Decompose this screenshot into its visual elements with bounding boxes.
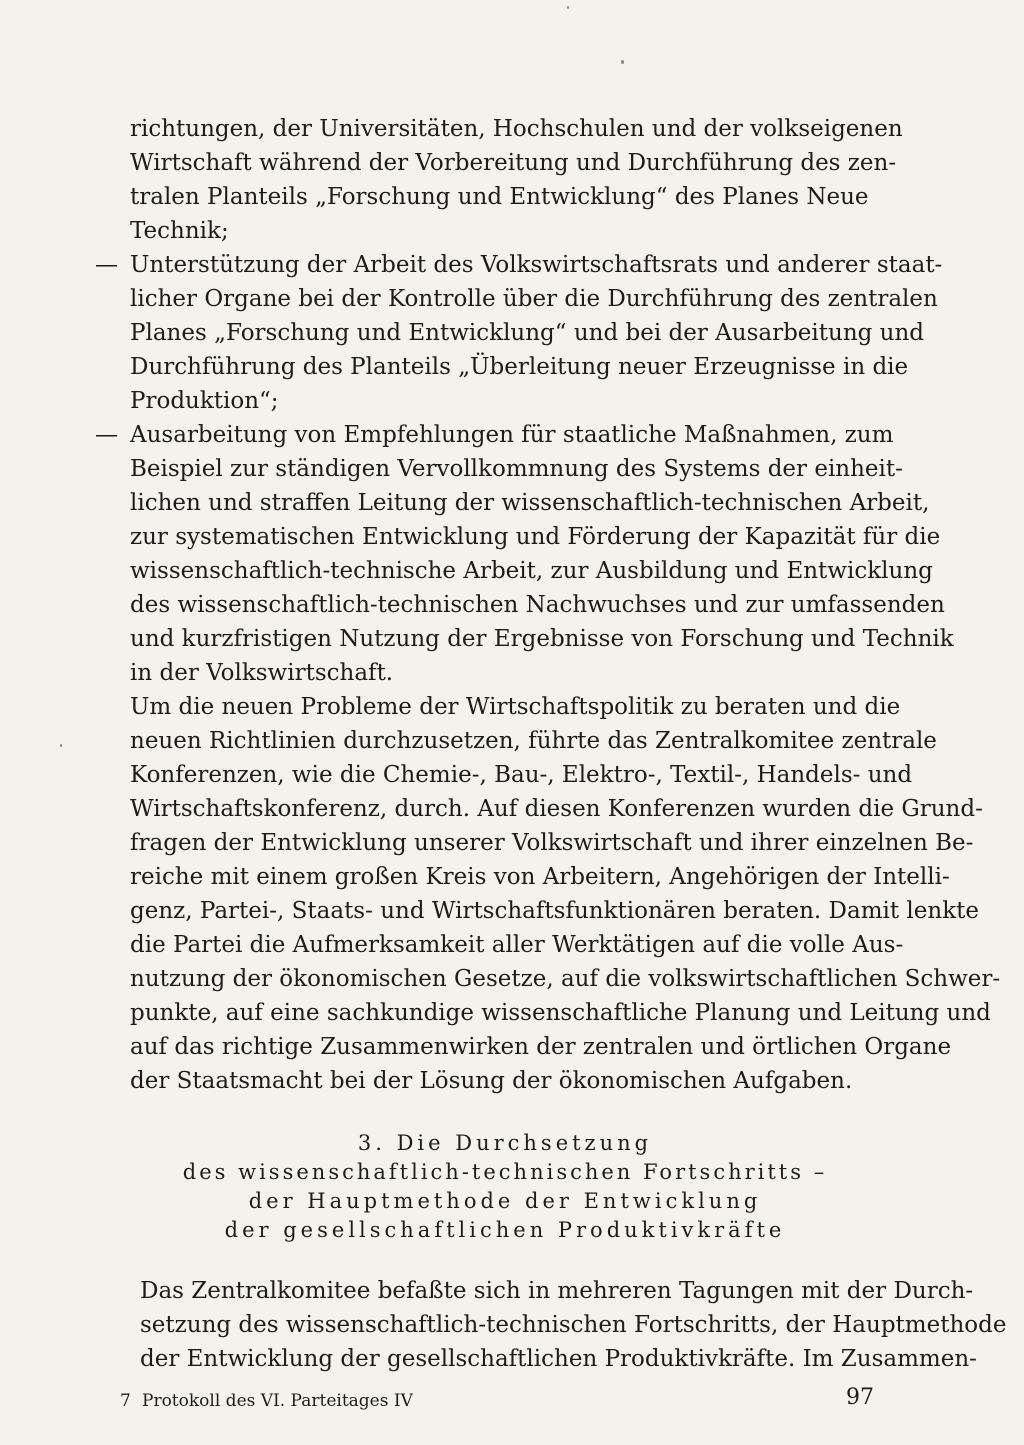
paragraph-2-line-3: der Entwicklung der gesellschaftlichen Produktivkräfte. Im Zusammen- bbox=[140, 1346, 977, 1372]
list-item-3-line-4: zur systematischen Entwicklung und Förderung der Kapazität für die bbox=[130, 524, 941, 550]
paragraph-2-line-1: Das Zentralkomitee befaßte sich in mehreren Tagungen mit der Durch- bbox=[140, 1278, 974, 1304]
scan-speck bbox=[567, 6, 569, 9]
list-item-3-line-1: Ausarbeitung von Empfehlungen für staatliche Maßnahmen, zum bbox=[130, 422, 894, 448]
paragraph-2-line-2: setzung des wissenschaftlich-technischen Fortschritts, der Hauptmethode bbox=[140, 1312, 1007, 1338]
section-heading-line-2: des wissenschaftlich-technischen Fortschritts – bbox=[182, 1160, 828, 1184]
list-item-1-line-4: Technik; bbox=[130, 218, 229, 244]
paragraph-1-line-7: genz, Partei-, Staats- und Wirtschaftsfunktionären beraten. Damit lenkte bbox=[130, 898, 980, 924]
list-item-1-line-3: tralen Planteils „Forschung und Entwicklung“ des Planes Neue bbox=[130, 184, 869, 210]
paragraph-1-line-11: auf das richtige Zusammenwirken der zentralen und örtlichen Organe bbox=[130, 1034, 952, 1060]
scan-speck bbox=[60, 744, 62, 747]
paragraph-1-line-4: Wirtschaftskonferenz, durch. Auf diesen Konferenzen wurden die Grund- bbox=[130, 796, 983, 822]
paragraph-1-line-3: Konferenzen, wie die Chemie-, Bau-, Elektro-, Textil-, Handels- und bbox=[130, 762, 913, 788]
paragraph-1-line-10: punkte, auf eine sachkundige wissenschaftliche Planung und Leitung und bbox=[130, 1000, 991, 1026]
paragraph-1-line-12: der Staatsmacht bei der Lösung der ökonomischen Aufgaben. bbox=[130, 1068, 853, 1094]
list-item-3-line-8: in der Volkswirtschaft. bbox=[130, 660, 394, 686]
list-item-1-line-2: Wirtschaft während der Vorbereitung und Durchführung des zen- bbox=[130, 150, 897, 176]
paragraph-1-line-9: nutzung der ökonomischen Gesetze, auf die volkswirtschaftlichen Schwer- bbox=[130, 966, 1001, 992]
footer-source-title: Protokoll des VI. Parteitages IV bbox=[142, 1391, 413, 1411]
section-heading-line-4: der gesellschaftlichen Produktivkräfte bbox=[224, 1218, 786, 1242]
printer-signature: 7 bbox=[120, 1391, 131, 1411]
paragraph-1-line-8: die Partei die Aufmerksamkeit aller Werktätigen auf die volle Aus- bbox=[130, 932, 904, 958]
paragraph-1-line-6: reiche mit einem großen Kreis von Arbeitern, Angehörigen der Intelli- bbox=[130, 864, 950, 890]
list-item-2-line-2: licher Organe bei der Kontrolle über die Durchführung des zentralen bbox=[130, 286, 938, 312]
list-item-2-line-4: Durchführung des Planteils „Überleitung neuer Erzeugnisse in die bbox=[130, 354, 909, 380]
section-heading-line-1: 3. Die Durchsetzung bbox=[357, 1131, 653, 1155]
paragraph-1-line-1: Um die neuen Probleme der Wirtschaftspolitik zu beraten und die bbox=[130, 694, 901, 720]
paragraph-1-line-5: fragen der Entwicklung unserer Volkswirtschaft und ihrer einzelnen Be- bbox=[130, 830, 974, 856]
list-item-3-line-3: lichen und straffen Leitung der wissenschaftlich-technischen Arbeit, bbox=[130, 490, 930, 516]
scan-speck bbox=[621, 60, 624, 64]
list-item-3-line-6: des wissenschaftlich-technischen Nachwuchses und zur umfassenden bbox=[130, 592, 945, 618]
list-item-3-line-7: und kurzfristigen Nutzung der Ergebnisse von Forschung und Technik bbox=[130, 626, 954, 652]
list-item-2-line-5: Produktion“; bbox=[130, 388, 279, 414]
list-item-2-dash: — bbox=[95, 252, 118, 278]
paragraph-1-line-2: neuen Richtlinien durchzusetzen, führte das Zentralkomitee zentrale bbox=[130, 728, 937, 754]
page-number: 97 bbox=[846, 1385, 874, 1410]
section-heading-line-3: der Hauptmethode der Entwicklung bbox=[248, 1189, 762, 1213]
list-item-3-dash: — bbox=[95, 422, 118, 448]
list-item-1-line-1: richtungen, der Universitäten, Hochschulen und der volkseigenen bbox=[130, 116, 903, 142]
list-item-2-line-1: Unterstützung der Arbeit des Volkswirtschaftsrats und anderer staat- bbox=[130, 252, 943, 278]
list-item-3-line-2: Beispiel zur ständigen Vervollkommnung des Systems der einheit- bbox=[130, 456, 903, 482]
list-item-2-line-3: Planes „Forschung und Entwicklung“ und bei der Ausarbeitung und bbox=[130, 320, 925, 346]
list-item-3-line-5: wissenschaftlich-technische Arbeit, zur Ausbildung und Entwicklung bbox=[130, 558, 933, 584]
